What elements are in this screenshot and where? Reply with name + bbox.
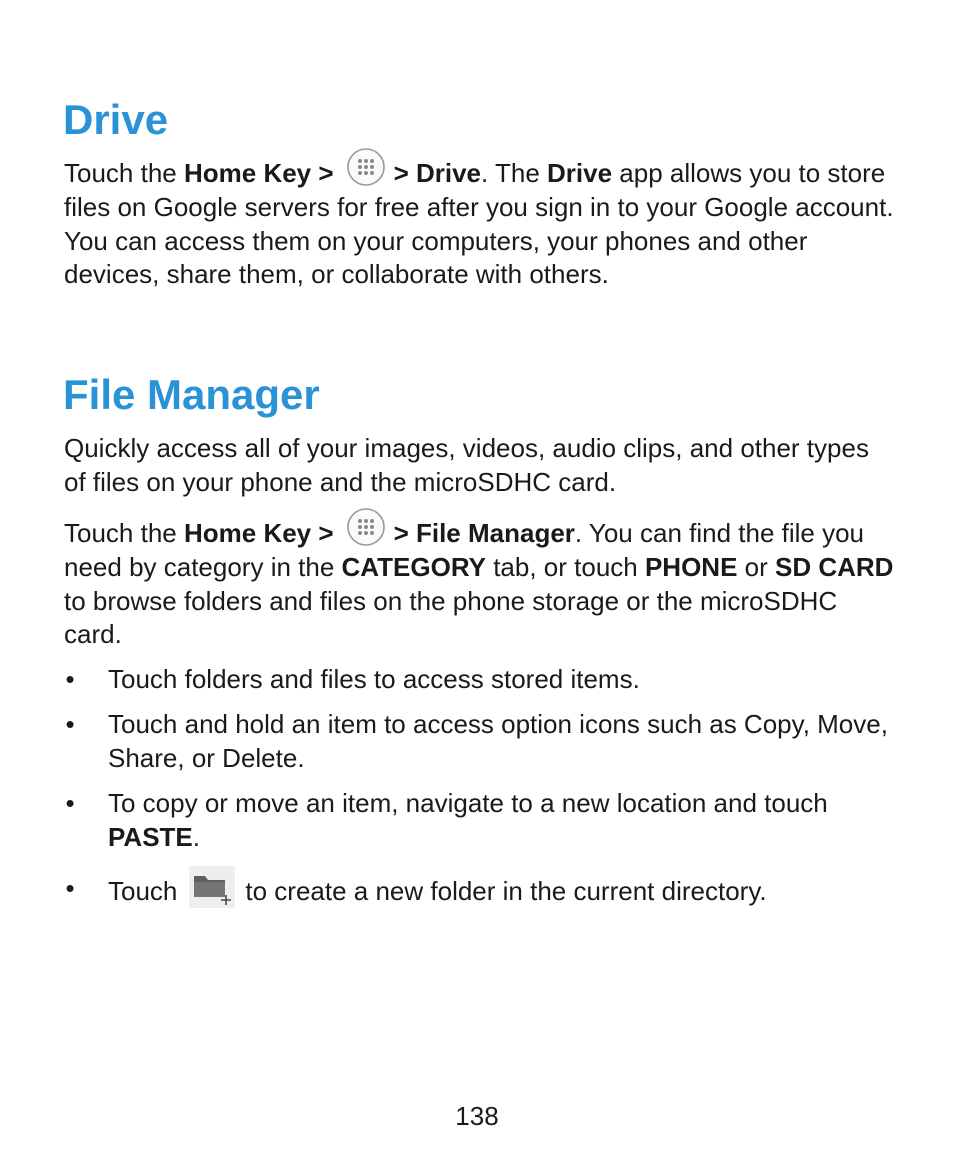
drive-heading: Drive bbox=[63, 96, 169, 143]
file-manager-intro: Quickly access all of your images, videos, audio clips, and other types of files on your phone and the microSDHC card. bbox=[64, 433, 869, 497]
bullet: • bbox=[65, 709, 75, 739]
file-manager-heading: File Manager bbox=[63, 371, 320, 418]
apps-grid-icon bbox=[346, 147, 386, 187]
file-manager-instructions: Touch the Home Key > > File Manager. You can find the file you need by category in the CATEGORY tab, or touch PHONE or SD CARD to browse folders and files on the phone storage or the microSDHC card. bbox=[64, 517, 894, 652]
new-folder-icon bbox=[189, 866, 235, 908]
bullet: • bbox=[65, 664, 75, 694]
drive-paragraph: Touch the Home Key > > Drive. The Drive app allows you to store files on Google servers for free after you sign in to your Google account. You can access them on your computers, your phones and other devices, share them, or collaborate with others. bbox=[64, 157, 894, 292]
apps-grid-icon bbox=[346, 507, 386, 547]
bullet: • bbox=[65, 788, 75, 818]
bullet: • bbox=[65, 873, 75, 903]
page-number: 138 bbox=[455, 1101, 499, 1131]
